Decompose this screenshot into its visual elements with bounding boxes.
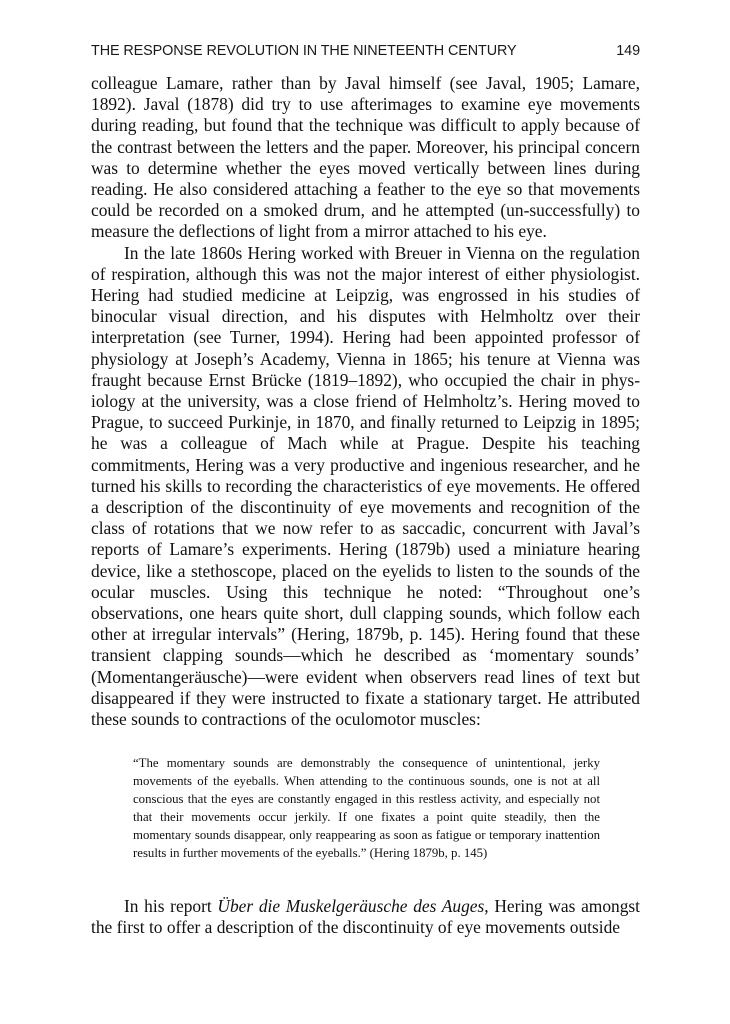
closing-text-before: In his report	[124, 896, 218, 916]
block-quote	[133, 754, 600, 862]
paragraph-hering: In the late 1860s Hering worked with Breuer in Vienna on the regulation of respiration, although this was not the major interest of either physiologist. Hering had studied medicine at Leipzig, was engrossed in his studies of binocular visual direction, and his disputes with Helmholtz over their interpretation (see Turner, 1994). Hering had been appointed professor of physiology at Joseph’s Academy, Vienna in 1865; his tenure at Vienna was fraught because Ernst Brücke (1819–1892), who occupied the chair in physiology at the university, was a close friend of Helmholtz’s. Hering moved to Prague, to succeed Purkinje, in 1870, and finally returned to Leipzig in 1895; he was a colleague of Mach while at Prague. Despite his teaching commitments, Hering was a very productive and ingenious researcher, and he turned his skills to recording the characteristics of eye movements. He offered a description of the discontinuity of eye movements and recognition of the class of rotations that we now refer to as saccadic, concurrent with Javal’s reports of Lamare’s experiments. Hering (1879b) used a miniature hearing device, like a stethoscope, placed on the eyelids to listen to the sounds of the ocular muscles. Using this technique he noted: “Throughout one’s observations, one hears quite short, dull clapping sounds, which follow each other at irregular intervals” (Hering, 1879b, p. 145). Hering found that these transient clapping sounds—which he described as ‘momentary sounds’ (Momentangeräusche)—were evident when observers read lines of text but disappeared if they were instructed to fixate a stationary target. He attributed these sounds to contractions of the oculomotor muscles:	[91, 242, 640, 730]
page-number: 149	[616, 43, 640, 59]
main-text	[91, 73, 640, 730]
closing-text	[91, 896, 640, 939]
paragraph-continued: colleague Lamare, rather than by Javal himself (see Javal, 1905; Lamare, 1892). Javal (1878) did try to use afterimages to examine eye movements during reading, but found that the technique was difficult to apply because of the contrast between the letters and the paper. Moreover, his principal concern was to determine whether the eyes moved vertically between lines during reading. He also considered attaching a feather to the eye so that movements could be recorded on a smoked drum, and he attempted (un-successfully) to measure the deflections of light from a mirror attached to his eye.	[91, 73, 640, 242]
report-title: Über die Muskelgeräusche des Auges	[217, 896, 485, 916]
paragraph-closing	[91, 896, 640, 939]
closing-text-after: , Hering was amongst the first to offer a description of the discontinuity of eye movements outside	[91, 896, 640, 938]
running-head-title: THE RESPONSE REVOLUTION IN THE NINETEENTH CENTURY	[91, 43, 517, 59]
block-quote-text: “The momentary sounds are demonstrably the consequence of unintentional, jerky movements of the eyeballs. When attending to the continuous sounds, one is not at all conscious that the eyes are constantly engaged in this restless activity, and especially not that their movements occur jerkily. If one fixates a point quite steadily, then the momentary sounds disappear, only reappearing as soon as fatigue or temporary inattention results in further movements of the eyeballs.” (Hering 1879b, p. 145)	[133, 756, 600, 860]
running-head	[91, 43, 640, 59]
